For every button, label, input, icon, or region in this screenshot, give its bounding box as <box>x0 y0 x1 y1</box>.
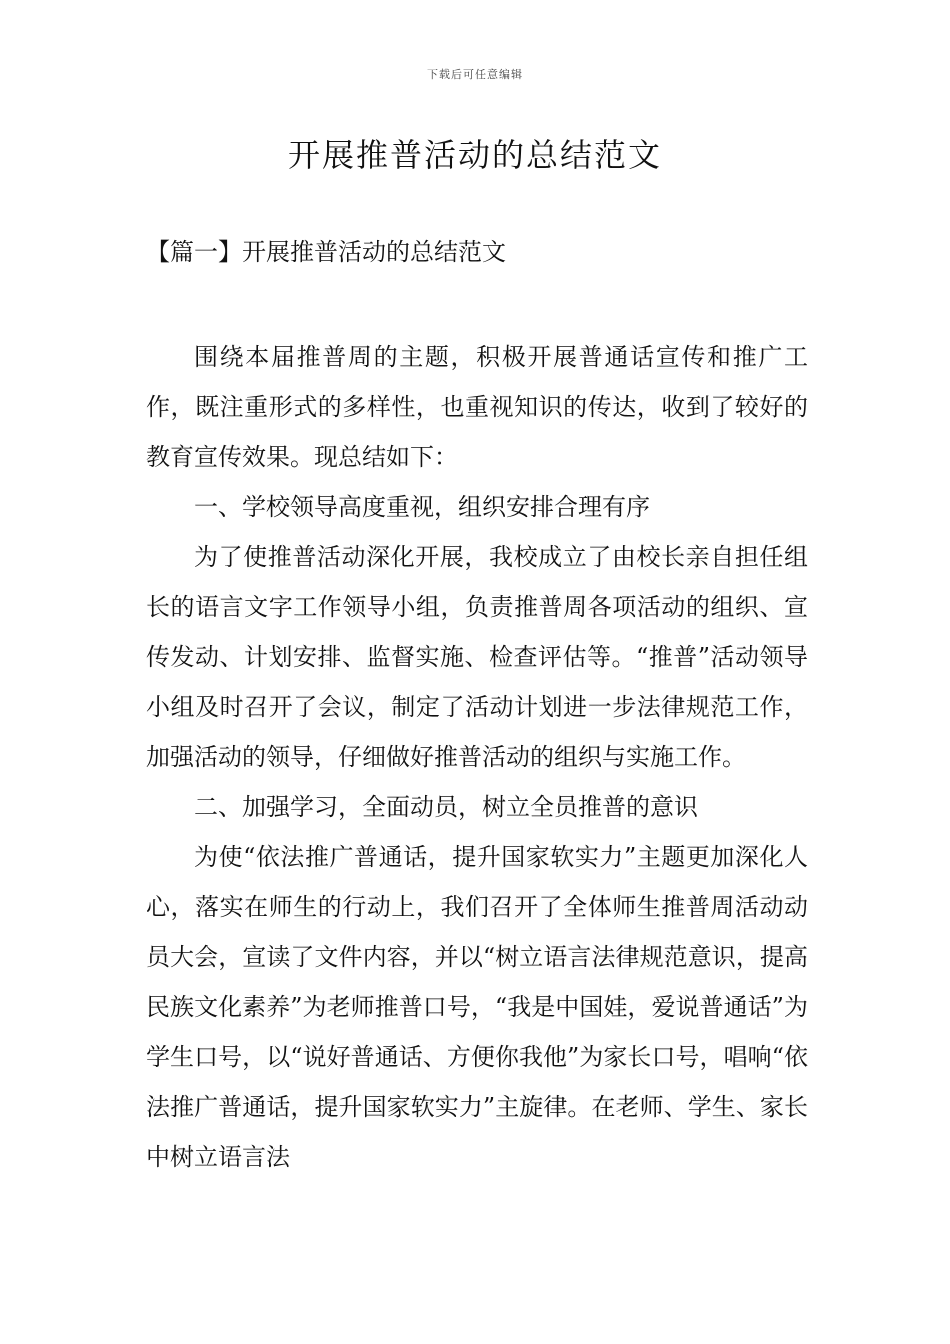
paragraph-intro: 围绕本届推普周的主题，积极开展普通话宣传和推广工作，既注重形式的多样性，也重视知识的传达，收到了较好的教育宣传效果。现总结如下： <box>146 343 808 471</box>
paragraph-heading-two: 二、加强学习，全面动员，树立全员推普的意识 <box>194 793 698 821</box>
paragraph-leadership: 为了使推普活动深化开展，我校成立了由校长亲自担任组长的语言文字工作领导小组，负责推普周各项活动的组织、宣传发动、计划安排、监督实施、检查评估等。“推普”活动领导小组及时召开了会议，制定了活动计划进一步法律规范工作，加强活动的领导，仔细做好推普活动的组织与实施工作。 <box>146 543 808 771</box>
paragraph-mobilization: 为使“依法推广普通话，提升国家软实力”主题更加深化人心，落实在师生的行动上，我们召开了全体师生推普周活动动员大会，宣读了文件内容，并以“树立语言法律规范意识，提高民族文化素养”为老师推普口号，“我是中国娃，爱说普通话”为学生口号，以“说好普通话、方便你我他”为家长口号，唱响“依法推广普通话，提升国家软实力”主旋律。在老师、学生、家长中树立语言法 <box>146 843 808 1171</box>
header-note: 下载后可任意编辑 <box>427 68 523 81</box>
paragraph-heading-one: 一、学校领导高度重视，组织安排合理有序 <box>194 493 650 521</box>
document-body <box>146 332 808 1182</box>
section-heading: 【篇一】开展推普活动的总结范文 <box>146 238 506 266</box>
document-title: 开展推普活动的总结范文 <box>287 136 662 174</box>
